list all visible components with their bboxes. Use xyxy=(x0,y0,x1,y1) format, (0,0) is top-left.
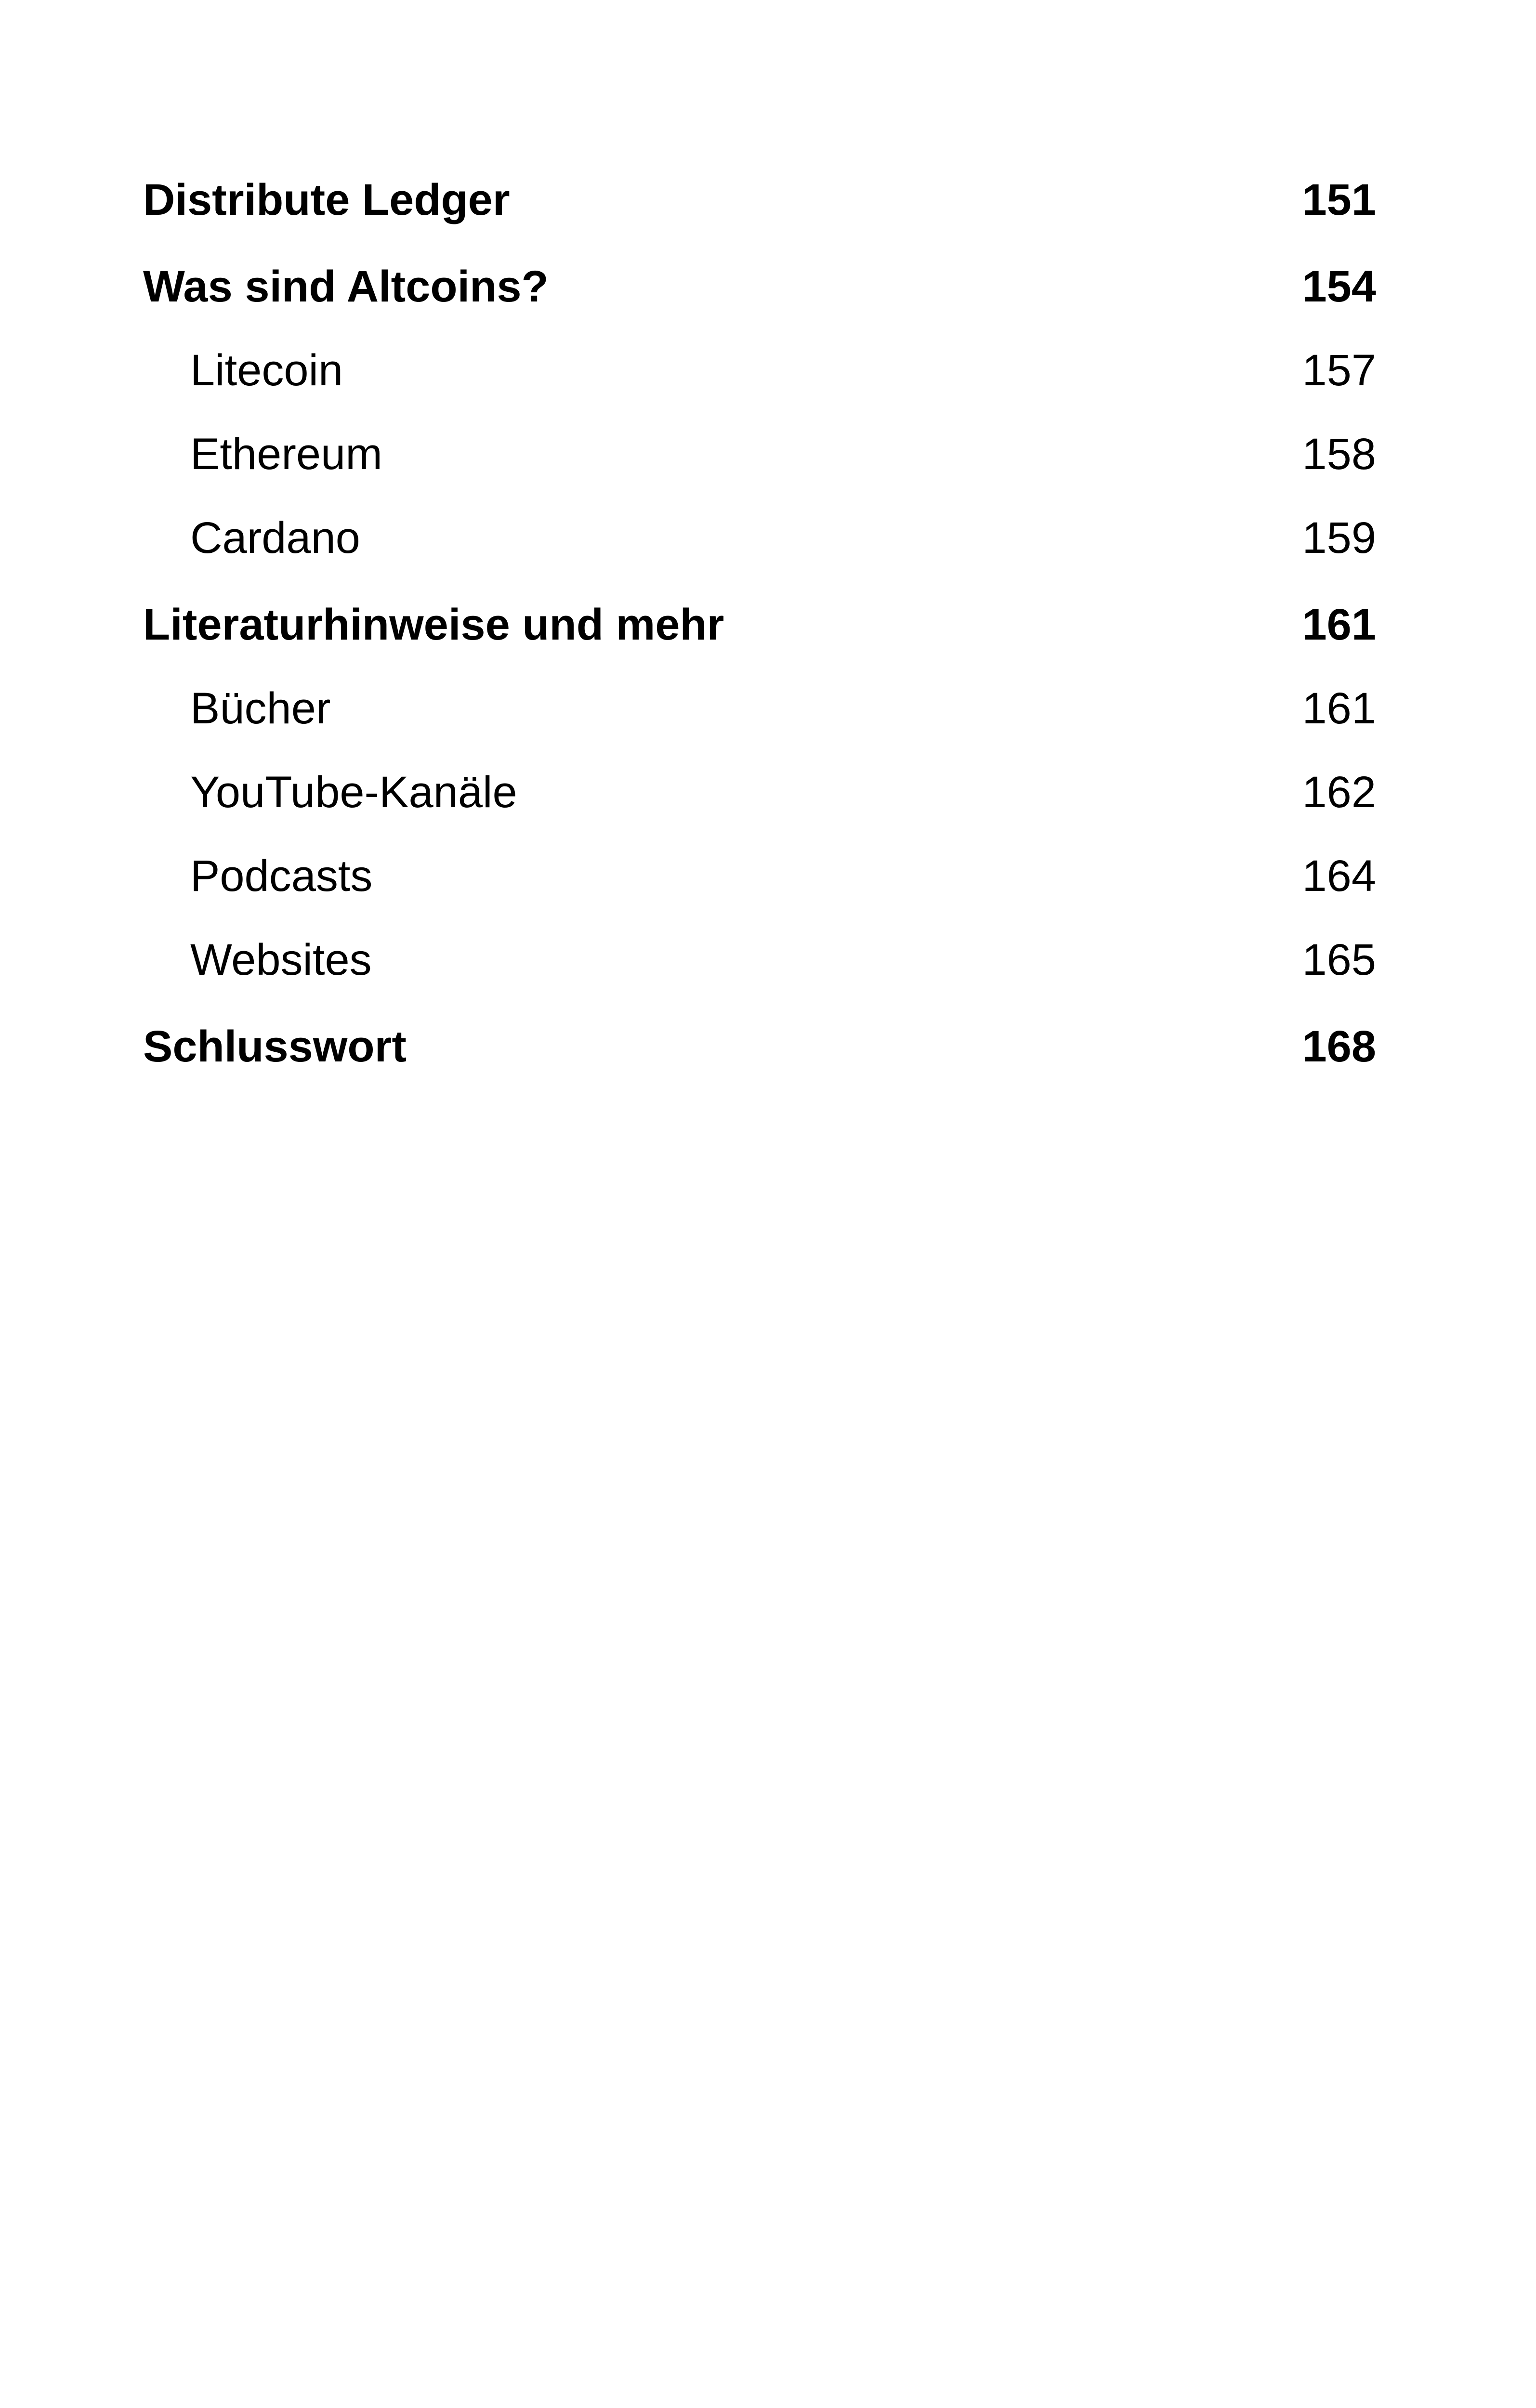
toc-entry-title: Schlusswort xyxy=(143,1022,407,1071)
toc-entry-page-number: 164 xyxy=(1302,851,1376,901)
toc-entry-title: Distribute Ledger xyxy=(143,175,510,224)
toc-entry-page-number: 157 xyxy=(1302,346,1376,395)
toc-entry-title: Ethereum xyxy=(190,430,382,479)
toc-entry-ethereum xyxy=(143,428,1376,481)
table-of-contents xyxy=(143,173,1376,1073)
toc-entry-title: Websites xyxy=(190,935,372,984)
toc-entry-websites xyxy=(143,933,1376,986)
toc-entry-was-sind-altcoins xyxy=(143,260,1376,313)
toc-entry-title: Podcasts xyxy=(190,851,373,901)
toc-entry-page-number: 162 xyxy=(1302,768,1376,817)
toc-entry-title: Bücher xyxy=(190,684,331,733)
toc-entry-title: YouTube-Kanäle xyxy=(190,768,517,817)
toc-entry-page-number: 159 xyxy=(1302,513,1376,563)
toc-entry-title: Was sind Altcoins? xyxy=(143,262,549,311)
toc-entry-cardano xyxy=(143,511,1376,564)
toc-entry-litecoin xyxy=(143,344,1376,397)
toc-entry-page-number: 165 xyxy=(1302,935,1376,984)
toc-entry-youtube-kanaele xyxy=(143,766,1376,819)
toc-entry-page-number: 161 xyxy=(1302,684,1376,733)
toc-entry-schlusswort xyxy=(143,1020,1376,1073)
toc-entry-literaturhinweise-und-mehr xyxy=(143,598,1376,651)
toc-entry-title: Cardano xyxy=(190,513,360,563)
toc-entry-title: Literaturhinweise und mehr xyxy=(143,600,724,649)
toc-entry-title: Litecoin xyxy=(190,346,343,395)
toc-entry-buecher xyxy=(143,682,1376,735)
toc-entry-page-number: 168 xyxy=(1302,1022,1376,1071)
toc-entry-page-number: 151 xyxy=(1302,175,1376,224)
toc-entry-podcasts xyxy=(143,850,1376,903)
toc-entry-distribute-ledger xyxy=(143,173,1376,226)
toc-entry-page-number: 154 xyxy=(1302,262,1376,311)
toc-entry-page-number: 161 xyxy=(1302,600,1376,649)
toc-entry-page-number: 158 xyxy=(1302,430,1376,479)
